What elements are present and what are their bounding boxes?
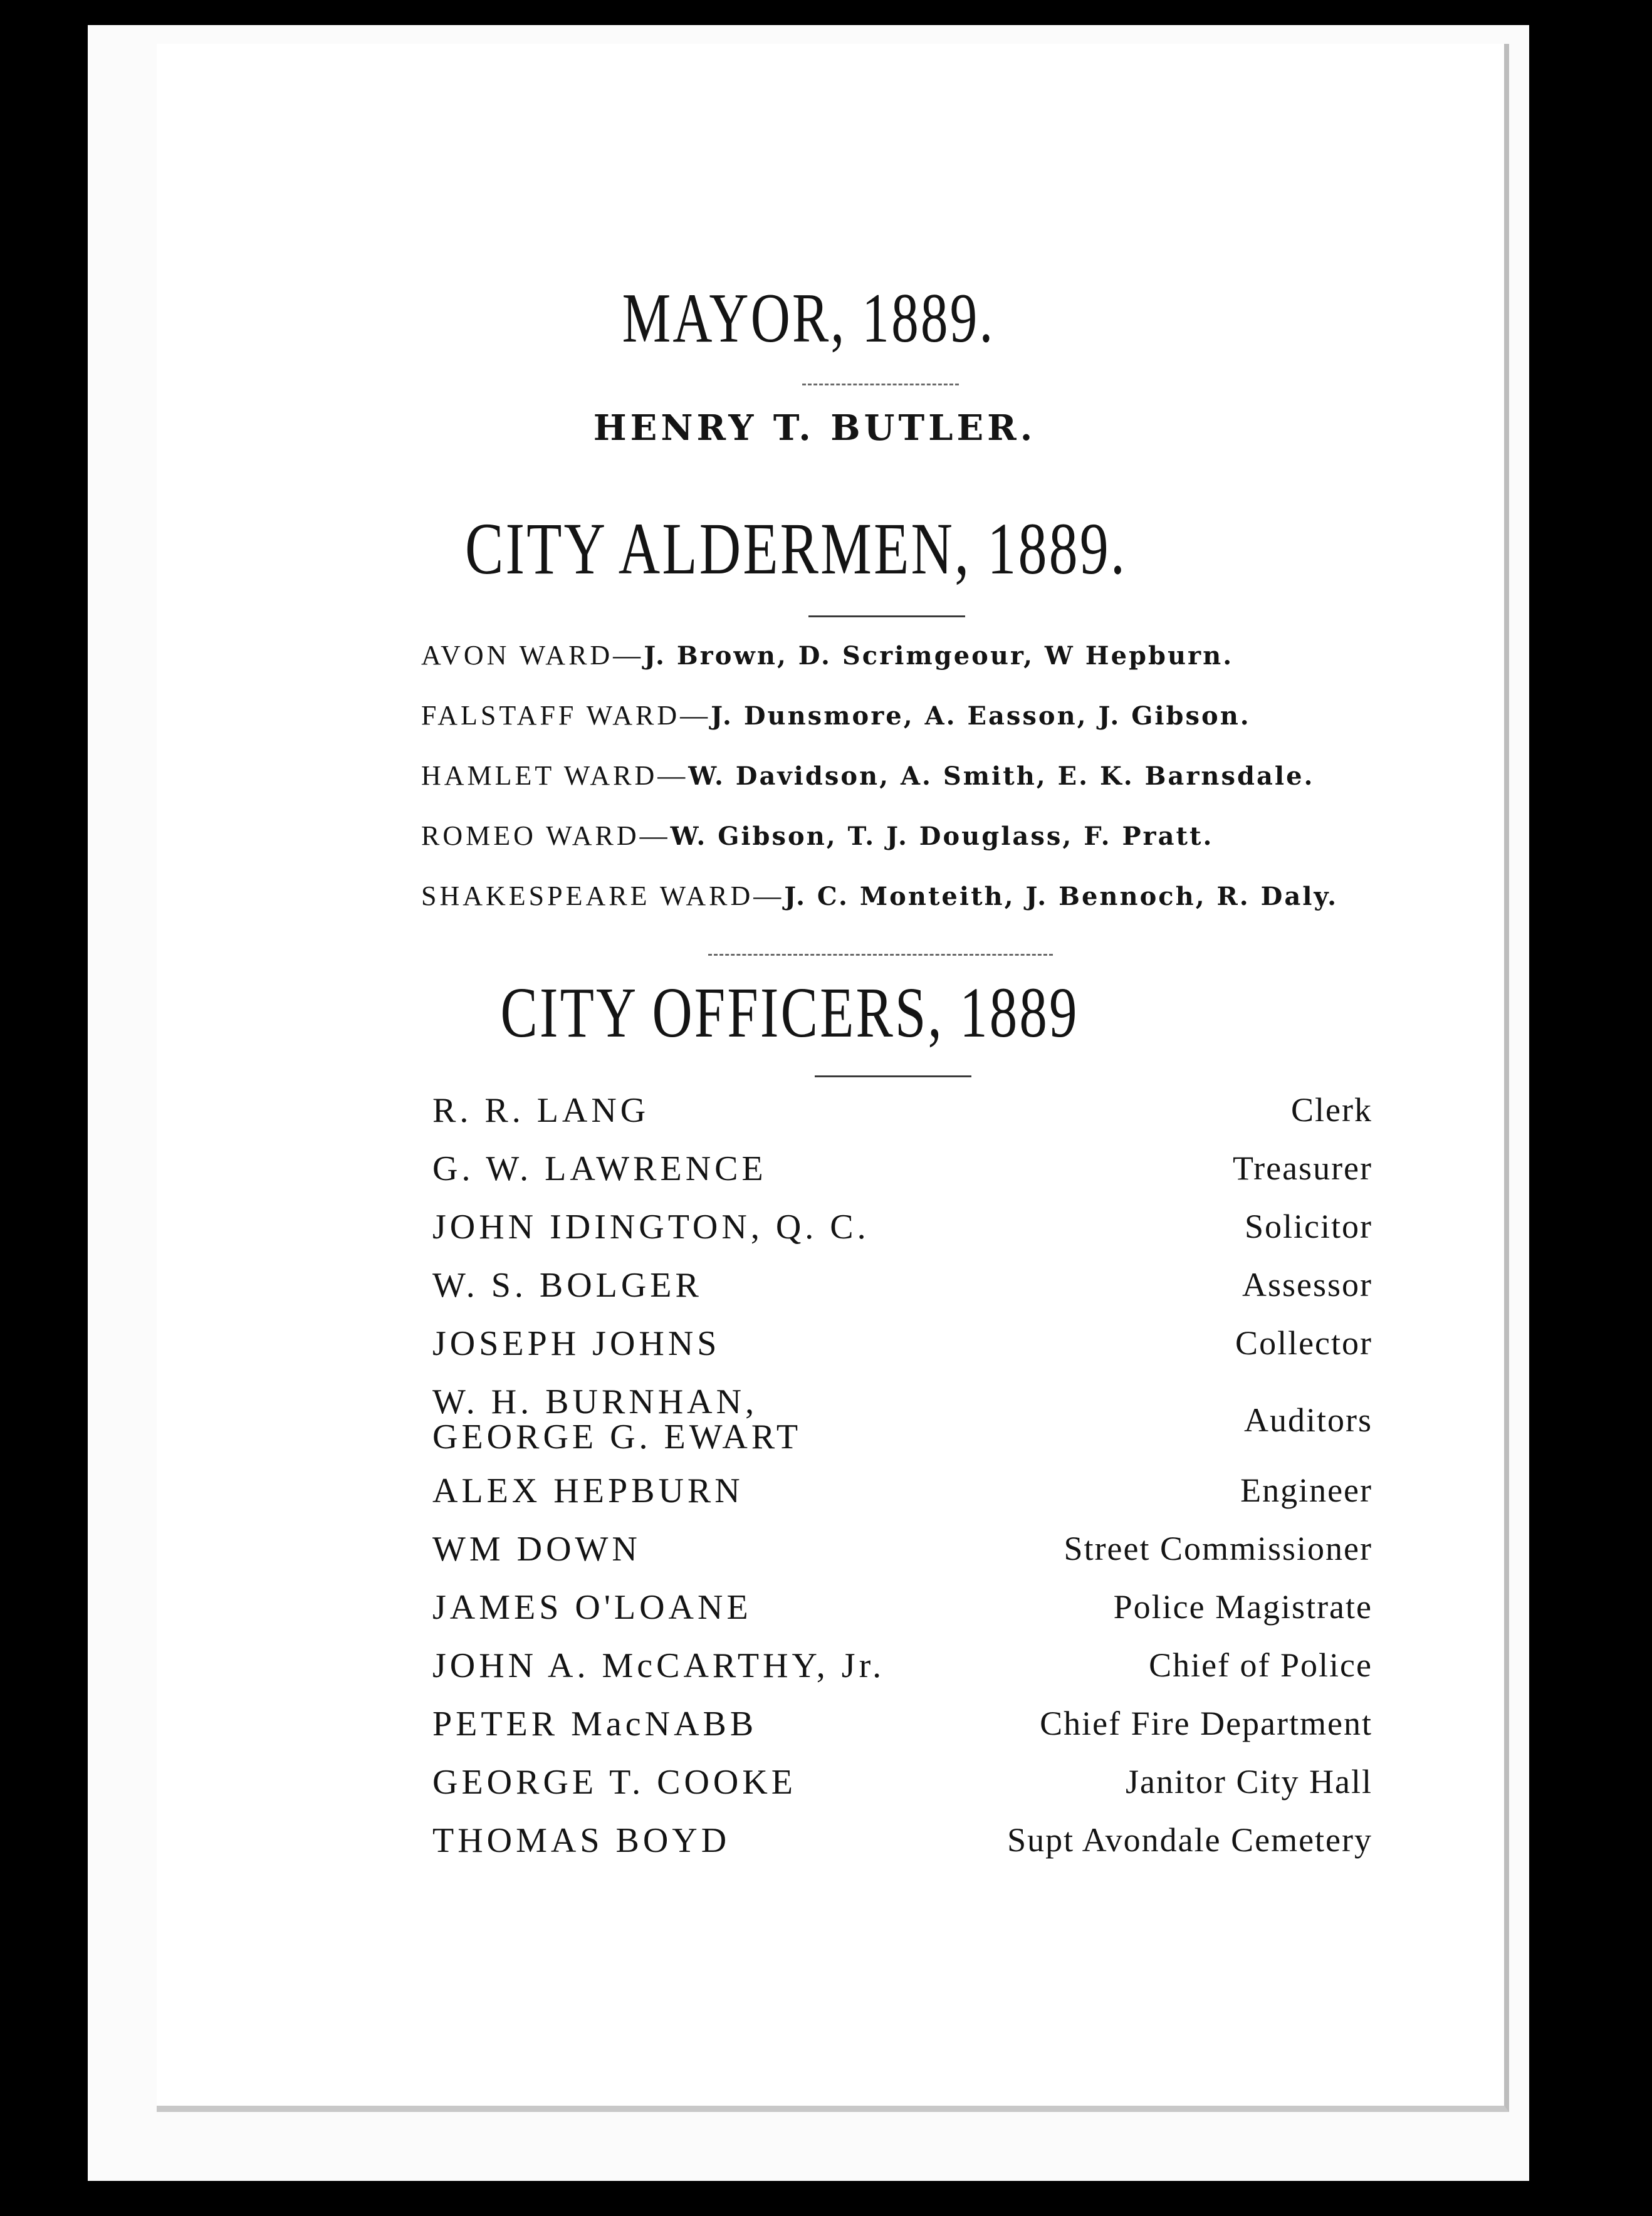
officer-title: Auditors xyxy=(1244,1401,1372,1439)
officer-row xyxy=(432,1149,1372,1207)
divider-mayor xyxy=(802,384,959,387)
officer-name-second: GEORGE G. EWART xyxy=(432,1418,802,1456)
aldermen-list xyxy=(421,639,1349,940)
ward-row xyxy=(421,760,1349,820)
officer-name: WM DOWN xyxy=(432,1530,641,1569)
officer-row xyxy=(432,1471,1372,1529)
officer-row xyxy=(432,1587,1372,1646)
officers-list xyxy=(432,1090,1372,1879)
officer-title: Collector xyxy=(1235,1324,1372,1362)
officer-name: JOHN IDINGTON, Q. C. xyxy=(432,1208,870,1246)
officer-name: W. H. BURNHAN, xyxy=(432,1382,758,1421)
ward-row xyxy=(421,880,1349,940)
ward-name: AVON WARD— xyxy=(421,640,644,671)
officer-name: W. S. BOLGER xyxy=(432,1266,703,1305)
officer-row xyxy=(432,1207,1372,1265)
officer-row xyxy=(432,1821,1372,1879)
officer-title: Janitor City Hall xyxy=(1126,1763,1372,1800)
divider-aldermen xyxy=(808,615,965,617)
officer-name: ALEX HEPBURN xyxy=(432,1471,744,1510)
officer-row-auditors xyxy=(432,1382,1372,1471)
mayor-name: HENRY T. BUTLER. xyxy=(593,407,1037,449)
officer-row xyxy=(432,1265,1372,1324)
mayor-heading: MAYOR, 1889. xyxy=(622,280,995,357)
officer-row xyxy=(432,1324,1372,1382)
ward-row xyxy=(421,639,1349,699)
scan-border-right xyxy=(1510,0,1652,2216)
ward-name: SHAKESPEARE WARD— xyxy=(421,881,785,911)
officer-title: Assessor xyxy=(1242,1266,1372,1304)
ward-name: ROMEO WARD— xyxy=(421,820,671,851)
officer-row xyxy=(432,1762,1372,1821)
officer-title: Supt Avondale Cemetery xyxy=(1007,1821,1372,1859)
ward-members: W. Davidson, A. Smith, E. K. Barnsdale. xyxy=(688,761,1315,791)
officer-name: GEORGE T. COOKE xyxy=(432,1763,797,1802)
officer-title: Chief of Police xyxy=(1149,1646,1372,1684)
ward-row xyxy=(421,820,1349,880)
divider-officers-top xyxy=(708,954,1053,957)
officers-heading: CITY OFFICERS, 1889 xyxy=(500,973,1079,1052)
officer-row xyxy=(432,1646,1372,1704)
officer-name: PETER MacNABB xyxy=(432,1705,758,1743)
ward-members: W. Gibson, T. J. Douglass, F. Pratt. xyxy=(670,822,1214,851)
officer-title: Engineer xyxy=(1240,1471,1372,1509)
aldermen-heading: CITY ALDERMEN, 1889. xyxy=(464,508,1127,590)
ward-row xyxy=(421,699,1349,760)
officer-title: Police Magistrate xyxy=(1113,1588,1372,1626)
officer-title: Treasurer xyxy=(1233,1149,1372,1187)
ward-name: HAMLET WARD— xyxy=(421,760,689,791)
officer-name: R. R. LANG xyxy=(432,1091,650,1130)
officer-name: JAMES O'LOANE xyxy=(432,1588,752,1627)
officer-name: JOHN A. McCARTHY, Jr. xyxy=(432,1646,886,1685)
officer-name: JOSEPH JOHNS xyxy=(432,1324,721,1363)
officer-name: THOMAS BOYD xyxy=(432,1821,731,1860)
ward-members: J. Dunsmore, A. Easson, J. Gibson. xyxy=(711,701,1251,731)
officer-title: Solicitor xyxy=(1245,1208,1372,1245)
ward-members: J. C. Monteith, J. Bennoch, R. Daly. xyxy=(784,882,1339,911)
officer-row xyxy=(432,1529,1372,1587)
divider-officers xyxy=(815,1075,971,1077)
officer-row xyxy=(432,1704,1372,1762)
officer-title: Street Commissioner xyxy=(1064,1530,1372,1567)
officer-title: Chief Fire Department xyxy=(1040,1705,1372,1742)
officer-title: Clerk xyxy=(1291,1091,1372,1129)
ward-name: FALSTAFF WARD— xyxy=(421,700,711,731)
officer-name: G. W. LAWRENCE xyxy=(432,1149,767,1188)
ward-members: J. Brown, D. Scrimgeour, W Hepburn. xyxy=(644,641,1234,671)
officer-row xyxy=(432,1090,1372,1149)
